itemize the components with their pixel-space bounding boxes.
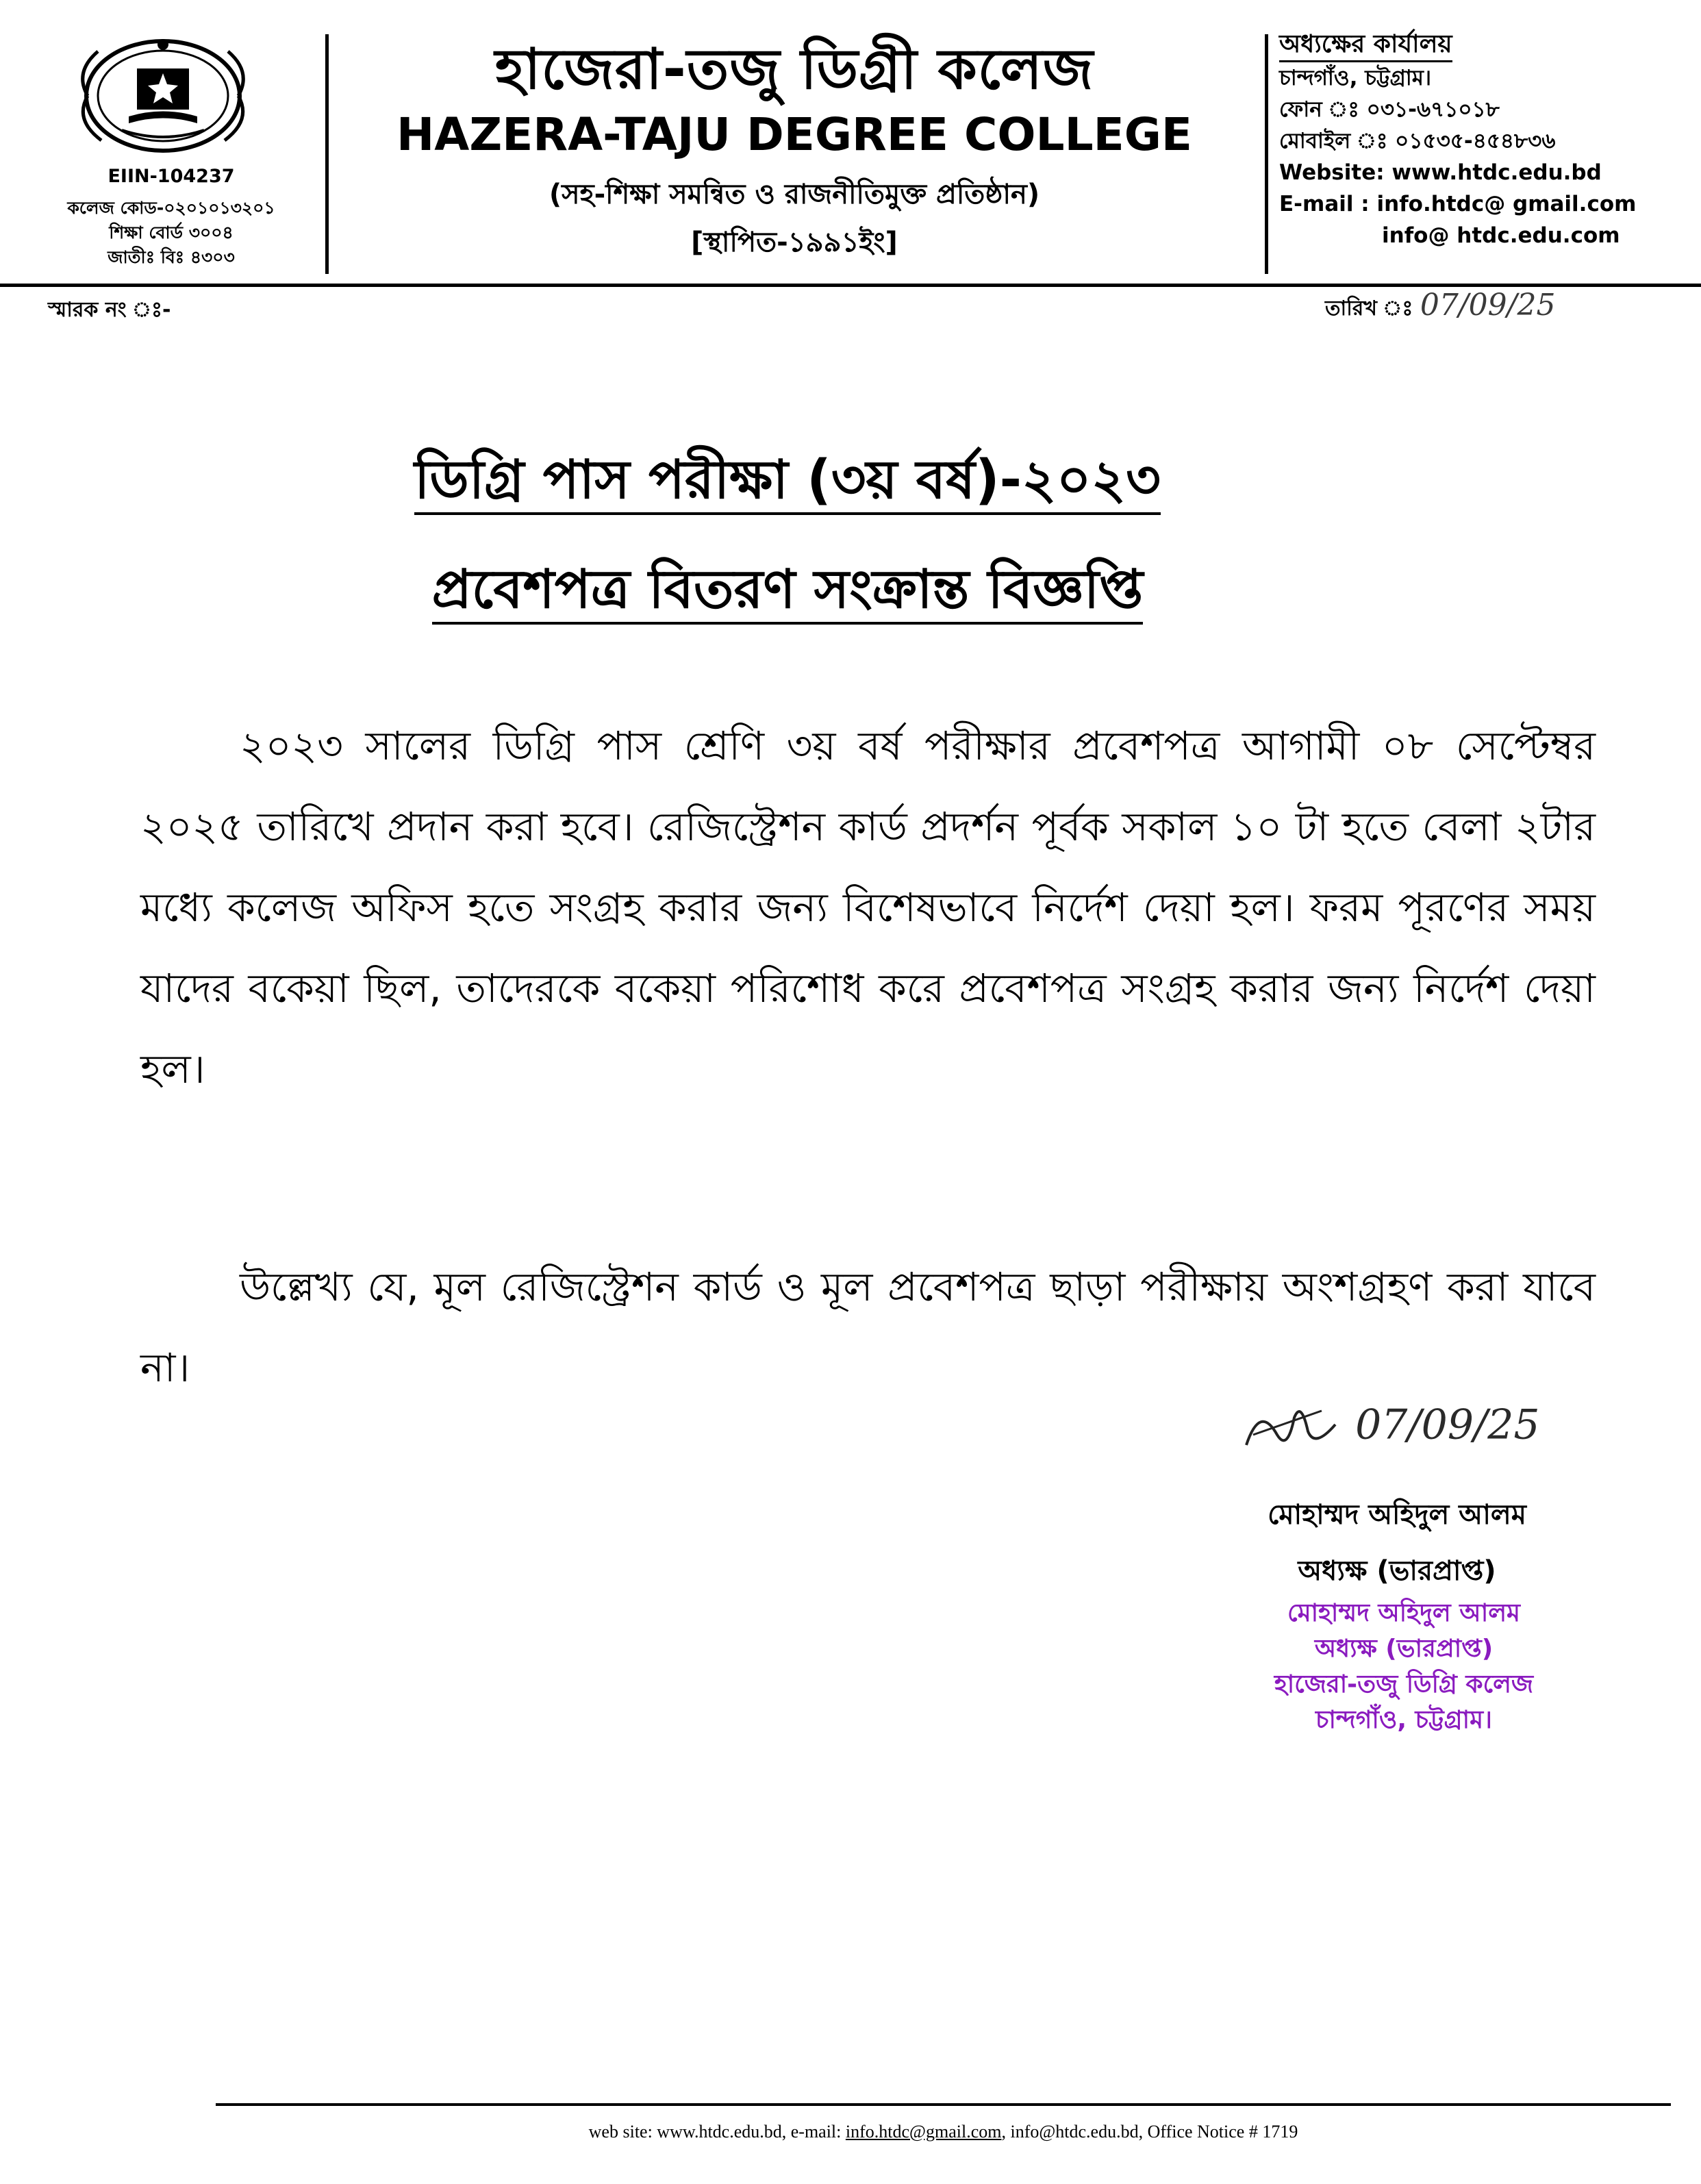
college-name-bangla: হাজেরা-তজু ডিগ্রী কলেজ [494, 37, 1094, 102]
eiin-number: EIIN-104237 [108, 166, 235, 187]
signature-scribble [1239, 1397, 1342, 1459]
handwritten-date: 07/09/25 [1420, 288, 1556, 323]
office-email-secondary: info@ htdc.edu.com [1382, 223, 1620, 248]
footer-contact [216, 2122, 1671, 2142]
official-stamp [1178, 1596, 1630, 1738]
handwritten-signature [1239, 1397, 1540, 1459]
notice-heading-line2: প্রবেশপত্র বিতরণ সংক্রান্ত বিজ্ঞপ্তি [205, 548, 1370, 637]
header-rule [0, 284, 1701, 287]
college-subtitle: (সহ-শিক্ষা সমন্বিত ও রাজনীতিমুক্ত প্রতিষ্ঠান) [549, 179, 1040, 210]
stamp-name: মোহাম্মদ অহিদুল আলম [1287, 1599, 1521, 1627]
principal-office-info [1279, 29, 1690, 251]
signatory-name: মোহাম্মদ অহিদুল আলম [1268, 1499, 1526, 1531]
college-code: কলেজ কোড-০২০১০১৩২০১ [67, 198, 275, 218]
header-divider-left [325, 34, 329, 274]
college-name-english: HAZERA-TAJU DEGREE COLLEGE [396, 108, 1192, 161]
office-heading: অধ্যক্ষের কার্যালয় [1279, 29, 1452, 62]
signature-date: 07/09/25 [1355, 1401, 1540, 1449]
footer-suffix: , info@htdc.edu.bd, Office Notice # 1719 [1001, 2122, 1298, 2142]
footer-rule [216, 2103, 1671, 2106]
stamp-address: চান্দগাঁও, চট্টগ্রাম। [1315, 1706, 1492, 1734]
memo-number-label: স্মারক নং ঃ- [48, 298, 171, 322]
office-email: E-mail : info.htdc@ gmail.com [1279, 192, 1637, 216]
established-year: [স্থাপিত-১৯৯১ইং] [691, 227, 898, 258]
office-address: চান্দগাঁও, চট্টগ্রাম। [1279, 66, 1432, 90]
office-phone: ফোন ঃ ০৩১-৬৭১০১৮ [1279, 97, 1500, 122]
notice-paragraph-1: ২০২৩ সালের ডিগ্রি পাস শ্রেণি ৩য় বর্ষ পরীক্ষার প্রবেশপত্র আগামী ০৮ সেপ্টেম্বর ২০২৫ তারিখে প্রদান করা হবে। রেজিস্ট্রেশন কার্ড প্রদর্শন পূর্বক সকাল ১০ টা হতে বেলা ২টার মধ্যে কলেজ অফিস হতে সংগ্রহ করার জন্য বিশেষভাবে নির্দেশ দেয়া হল। ফরম পূরণের সময় যাদের বকেয়া ছিল, তাদেরকে বকেয়া পরিশোধ করে প্রবেশপত্র সংগ্রহ করার জন্য নির্দেশ দেয়া হল। [140, 723, 1596, 1092]
office-website: Website: www.htdc.edu.bd [1279, 160, 1602, 185]
footer-prefix: web site: www.htdc.edu.bd, e-mail: [588, 2122, 846, 2142]
notice-heading-line1: ডিগ্রি পাস পরীক্ষা (৩য় বর্ষ)-২০২৩ [205, 438, 1370, 527]
date-label: তারিখ ঃ [1325, 297, 1413, 321]
signatory-title: অধ্যক্ষ (ভারপ্রাপ্ত) [1298, 1555, 1496, 1587]
stamp-title: অধ্যক্ষ (ভারপ্রাপ্ত) [1314, 1635, 1494, 1663]
footer-email-link[interactable]: info.htdc@gmail.com [845, 2122, 1002, 2142]
college-seal-logo [60, 31, 266, 161]
board-code: শিক্ষা বোর্ড ৩০০৪ [109, 223, 234, 242]
stamp-college: হাজেরা-তজু ডিগ্রি কলেজ [1274, 1670, 1534, 1698]
office-mobile: মোবাইল ঃ ০১৫৩৫-৪৫৪৮৩৬ [1279, 129, 1556, 153]
header-divider-right [1265, 34, 1268, 274]
notice-paragraph-2: উল্লেখ্য যে, মূল রেজিস্ট্রেশন কার্ড ও মূল প্রবেশপত্র ছাড়া পরীক্ষায় অংশগ্রহণ করা যাবে না। [140, 1264, 1596, 1391]
college-codes [0, 196, 342, 270]
date-field [1325, 288, 1555, 327]
national-university-code: জাতীঃ বিঃ ৪৩০৩ [108, 247, 235, 267]
